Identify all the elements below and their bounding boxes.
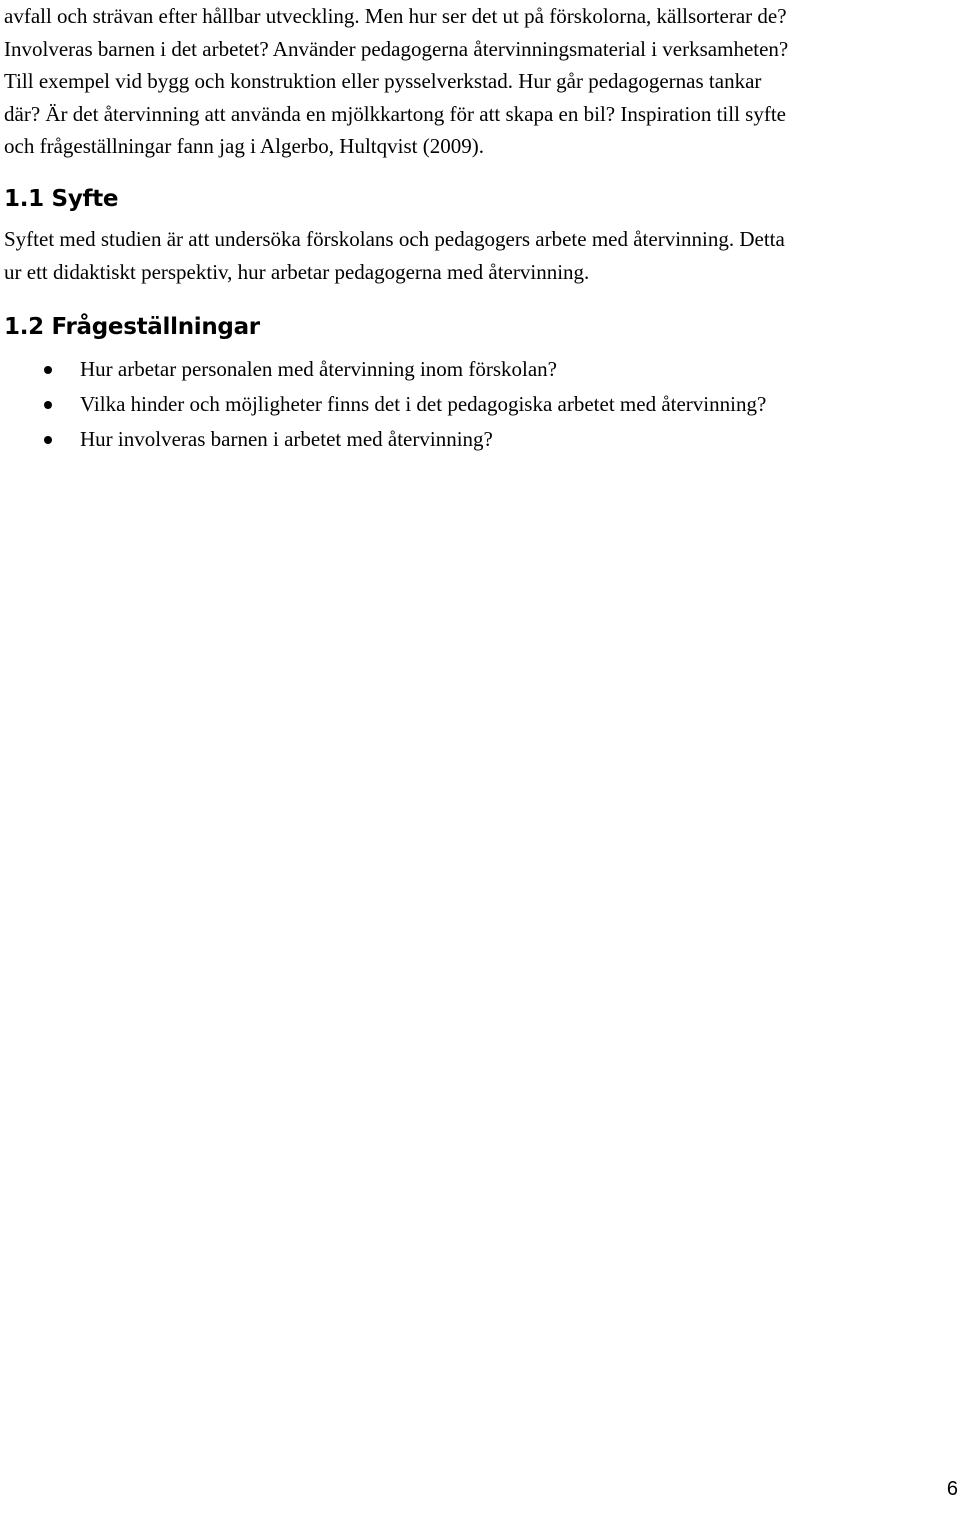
section-heading-syfte: 1.1 Syfte [4,186,119,212]
intro-line: Involveras barnen i det arbetet? Använder pedagogerna återvinningsmaterial i verksamheten? [4,36,789,61]
syfte-paragraph [4,223,785,288]
bullet-icon [44,436,52,444]
list-item [4,387,766,422]
intro-line: och frågeställningar fann jag i Algerbo, Hultqvist (2009). [4,134,484,158]
intro-line: Till exempel vid bygg och konstruktion eller pysselverkstad. Hur går pedagogernas tankar [4,69,762,93]
question-text: Vilka hinder och möjligheter finns det i det pedagogiska arbetet med återvinning? [80,392,767,416]
bullet-icon [44,366,52,374]
syfte-line: ur ett didaktiskt perspektiv, hur arbetar pedagogerna med återvinning. [4,259,590,284]
syfte-line: Syftet med studien är att undersöka förskolans och pedagogers arbete med återvinning. Detta [4,227,785,251]
question-text: Hur involveras barnen i arbetet med återvinning? [80,427,493,451]
intro-paragraph [4,0,788,163]
bullet-icon [44,401,52,409]
section-heading-fragestallningar: 1.2 Frågeställningar [4,314,260,340]
list-item [4,352,766,387]
list-item [4,422,766,457]
question-list [4,352,766,457]
intro-line: där? Är det återvinning att använda en mjölkkartong för att skapa en bil? Inspiration till syfte [4,101,787,126]
intro-line: avfall och strävan efter hållbar utveckling. Men hur ser det ut på förskolorna, källsorterar de? [4,4,787,28]
page-number: 6 [946,1478,958,1500]
question-text: Hur arbetar personalen med återvinning inom förskolan? [80,357,558,381]
